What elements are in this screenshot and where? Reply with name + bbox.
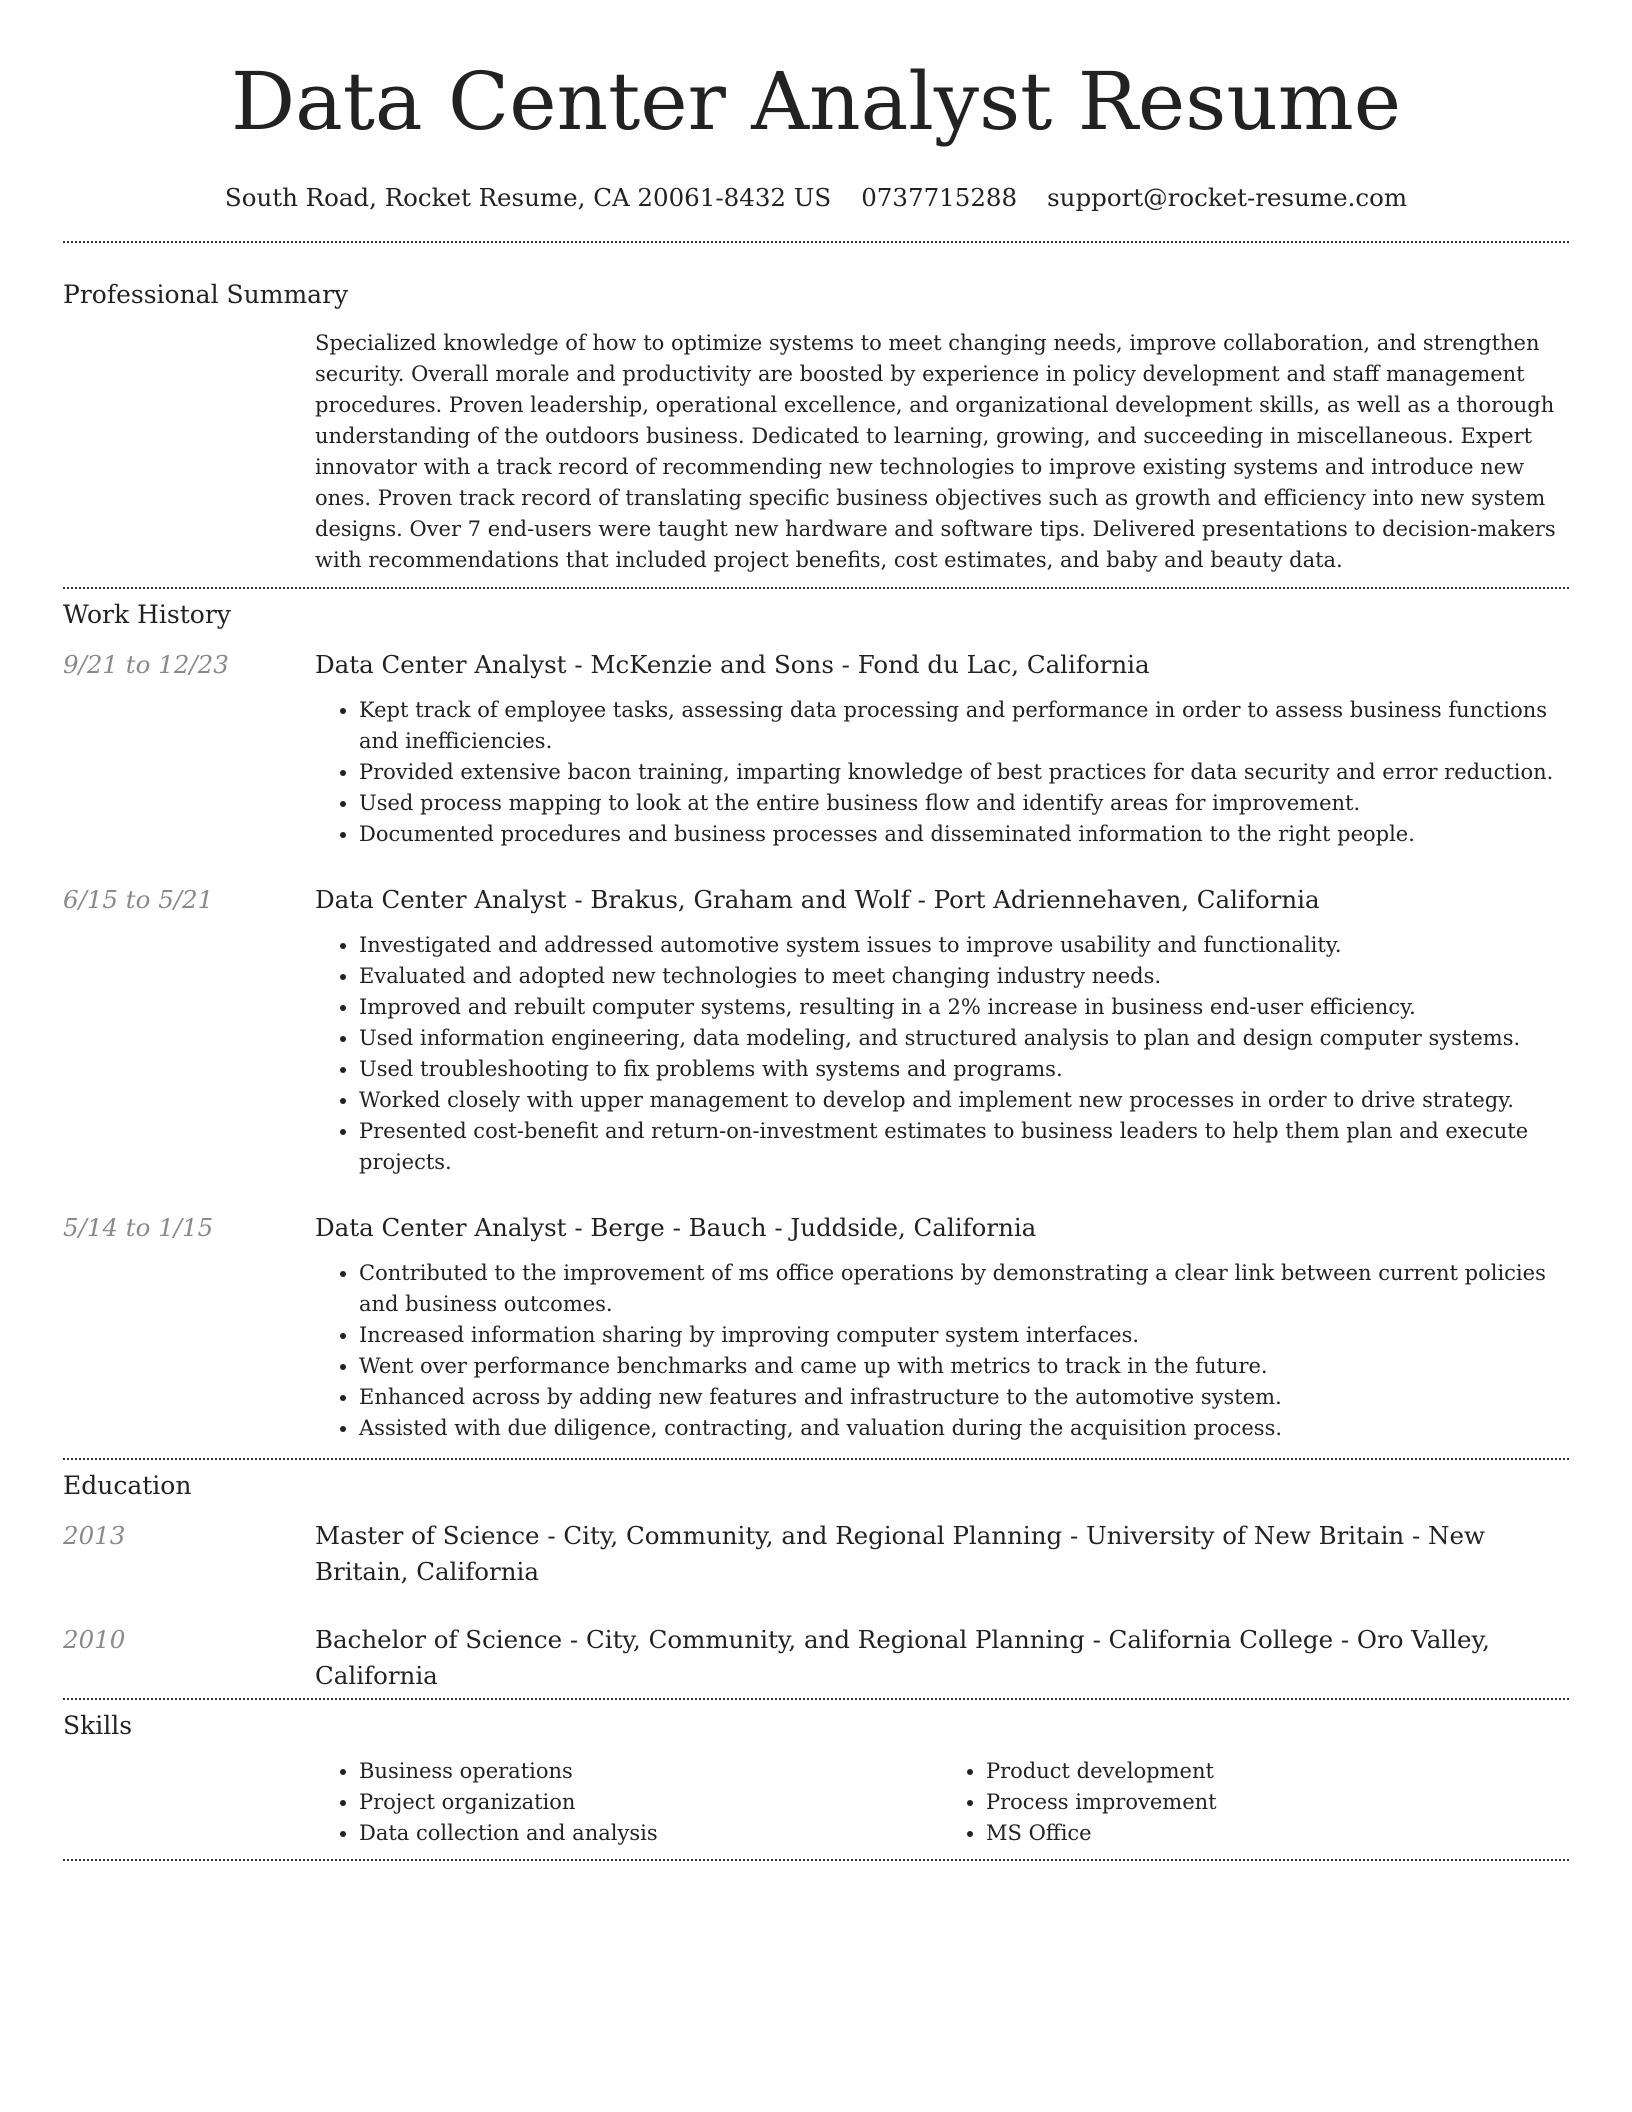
- education-entry: [63, 1622, 1569, 1694]
- list-item: • Documented procedures and business processes and disseminated information to the right people.: [359, 819, 1569, 850]
- list-item: • Evaluated and adopted new technologies to meet changing industry needs.: [359, 961, 1569, 992]
- list-item: • Product development: [986, 1756, 1569, 1787]
- education-year: 2013: [63, 1521, 126, 1550]
- list-item: • Used information engineering, data modeling, and structured analysis to plan and design computer systems.: [359, 1023, 1569, 1054]
- job-body: [315, 882, 1569, 1178]
- divider: [63, 1698, 1569, 1700]
- contact-address: South Road, Rocket Resume, CA 20061-8432 US: [224, 183, 832, 212]
- job-body: [315, 647, 1569, 850]
- list-item: • Enhanced across by adding new features and infrastructure to the automotive system.: [359, 1382, 1569, 1413]
- job-entry: [63, 647, 1569, 850]
- education-body: [315, 1518, 1569, 1590]
- job-dates: 9/21 to 12/23: [63, 650, 229, 679]
- list-item: • Worked closely with upper management to develop and implement new processes in order to drive strategy.: [359, 1085, 1569, 1116]
- contact-email: support@rocket-resume.com: [1047, 183, 1408, 212]
- job-title: Data Center Analyst - Berge - Bauch - Juddside, California: [315, 1213, 1037, 1242]
- list-item: • Investigated and addressed automotive system issues to improve usability and functionality.: [359, 930, 1569, 961]
- summary-heading: Professional Summary: [63, 280, 349, 309]
- education-entry: [63, 1518, 1569, 1590]
- summary-section: [63, 279, 1569, 576]
- job-title: Data Center Analyst - Brakus, Graham and Wolf - Port Adriennehaven, California: [315, 885, 1320, 914]
- list-item: • Presented cost-benefit and return-on-investment estimates to business leaders to help them plan and execute projects.: [359, 1116, 1569, 1178]
- contact-line: [63, 182, 1569, 214]
- contact-phone: 0737715288: [861, 183, 1018, 212]
- list-item: • Data collection and analysis: [359, 1818, 942, 1849]
- list-item: • Went over performance benchmarks and came up with metrics to track in the future.: [359, 1351, 1569, 1382]
- education-title: Master of Science - City, Community, and Regional Planning - University of New Britain - New Britain, California: [315, 1521, 1485, 1586]
- list-item: • Business operations: [359, 1756, 942, 1787]
- education-body: [315, 1622, 1569, 1694]
- list-item: • Contributed to the improvement of ms office operations by demonstrating a clear link between current policies and business outcomes.: [359, 1258, 1569, 1320]
- work-history-heading: Work History: [63, 600, 231, 629]
- education-title: Bachelor of Science - City, Community, and Regional Planning - California College - Oro Valley, California: [315, 1625, 1490, 1690]
- job-dates: 6/15 to 5/21: [63, 885, 214, 914]
- list-item: • Process improvement: [986, 1787, 1569, 1818]
- skills-section: [63, 1710, 1569, 1849]
- skills-columns: [315, 1756, 1569, 1849]
- job-title: Data Center Analyst - McKenzie and Sons - Fond du Lac, California: [315, 650, 1150, 679]
- list-item: • Used process mapping to look at the entire business flow and identify areas for improvement.: [359, 788, 1569, 819]
- list-item: • MS Office: [986, 1818, 1569, 1849]
- education-section: [63, 1470, 1569, 1694]
- job-dates: 5/14 to 1/15: [63, 1213, 214, 1242]
- list-item: • Used troubleshooting to fix problems with systems and programs.: [359, 1054, 1569, 1085]
- divider: [63, 1859, 1569, 1861]
- skills-list-right: [942, 1756, 1569, 1849]
- job-bullets: [315, 695, 1569, 850]
- education-heading: Education: [63, 1471, 192, 1500]
- job-bullets: [315, 930, 1569, 1178]
- list-item: • Provided extensive bacon training, imparting knowledge of best practices for data security and error reduction.: [359, 757, 1569, 788]
- job-body: [315, 1210, 1569, 1458]
- job-bullets: [315, 1258, 1569, 1444]
- job-entry: [63, 882, 1569, 1178]
- job-entry: [63, 1210, 1569, 1458]
- divider: [63, 1458, 1569, 1460]
- divider: [63, 587, 1569, 589]
- list-item: • Increased information sharing by improving computer system interfaces.: [359, 1320, 1569, 1351]
- resume-title: Data Center Analyst Resume: [230, 55, 1402, 148]
- list-item: • Kept track of employee tasks, assessing data processing and performance in order to assess business functions and inefficiencies.: [359, 695, 1569, 757]
- list-item: • Project organization: [359, 1787, 942, 1818]
- list-item: • Assisted with due diligence, contracting, and valuation during the acquisition process.: [359, 1413, 1569, 1444]
- work-history-section: [63, 599, 1569, 1458]
- list-item: • Improved and rebuilt computer systems, resulting in a 2% increase in business end-user efficiency.: [359, 992, 1569, 1023]
- skills-heading: Skills: [63, 1711, 133, 1740]
- education-year: 2010: [63, 1625, 126, 1654]
- skills-list-left: [315, 1756, 942, 1849]
- divider: [63, 241, 1569, 243]
- summary-text: Specialized knowledge of how to optimize systems to meet changing needs, improve collaboration, and strengthen security. Overall morale and productivity are boosted by experience in policy development and staff management procedures. Proven leadership, operational excellence, and organizational development skills, as well as a thorough understanding of the outdoors business. Dedicated to learning, growing, and succeeding in miscellaneous. Expert innovator with a track record of recommending new technologies to improve existing systems and introduce new ones. Proven track record of translating specific business objectives such as growth and efficiency into new system designs. Over 7 end-users were taught new hardware and software tips. Delivered presentations to decision-makers with recommendations that included project benefits, cost estimates, and baby and beauty data.: [315, 331, 1556, 572]
